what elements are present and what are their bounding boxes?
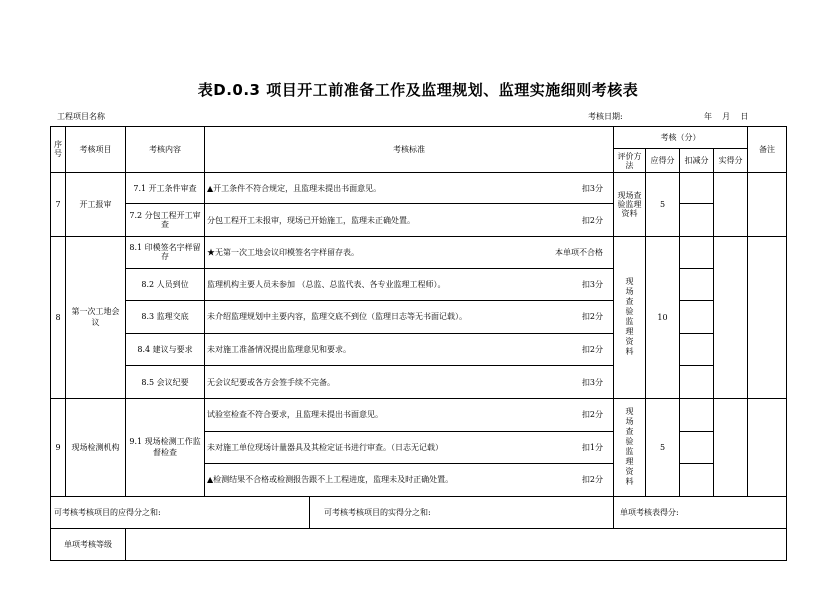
section-method: 现场查验监理资料 <box>614 237 646 399</box>
row-standard <box>205 301 614 334</box>
row-content: 9.1 现场检测工作监督检查 <box>126 398 205 496</box>
standard-text: 未对施工准备情况提出监理意见和要求。 <box>207 345 351 355</box>
row-content: 8.4 建议与要求 <box>126 333 205 366</box>
deduct-cell[interactable] <box>680 333 714 366</box>
standard-text: 分包工程开工未报审，现场已开始施工，监理未正确处置。 <box>207 215 415 225</box>
deduction: 扣1分 <box>581 442 603 452</box>
standard-text: 监理机构主要人员未参加 （总监、总监代表、各专业监理工程师）。 <box>207 279 446 289</box>
section-points: 5 <box>646 398 680 496</box>
deduction: 扣3分 <box>581 377 603 387</box>
section-seq: 9 <box>51 398 66 496</box>
header-content: 考核内容 <box>126 127 205 173</box>
section-seq: 7 <box>51 172 66 236</box>
header-deduct: 扣减分 <box>680 149 714 172</box>
section-method: 现场查验监理资料 <box>614 398 646 496</box>
standard-text: ★无第一次工地会议印模签名字样留存表。 <box>207 247 359 257</box>
header-review: 考核（分） <box>614 127 748 149</box>
deduction: 扣2分 <box>581 215 603 225</box>
remark-cell[interactable] <box>748 398 787 496</box>
actual-cell[interactable] <box>714 398 748 496</box>
deduct-cell[interactable] <box>680 464 714 497</box>
row-content: 8.1 印模签名字样留存 <box>126 237 205 269</box>
row-content: 7.2 分包工程开工审查 <box>126 204 205 237</box>
footer-sums <box>51 496 614 529</box>
section-points: 10 <box>646 237 680 399</box>
actual-cell[interactable] <box>714 172 748 236</box>
row-standard <box>205 398 614 431</box>
deduction: 扣2分 <box>581 475 603 485</box>
row-content: 8.5 会议纪要 <box>126 366 205 399</box>
deduction: 扣2分 <box>581 312 603 322</box>
deduct-cell[interactable] <box>680 301 714 334</box>
standard-text: 未对施工单位现场计量器具及其检定证书进行审查。（日志无记载） <box>207 442 443 452</box>
date-units: 年 月 日 <box>704 112 749 121</box>
deduct-cell[interactable] <box>680 268 714 301</box>
remark-cell[interactable] <box>748 172 787 236</box>
header-method: 评价方法 <box>614 149 646 172</box>
grade-label: 单项考核等级 <box>51 529 126 561</box>
standard-text: 无会议纪要或各方会签手续不完备。 <box>207 377 335 387</box>
deduction: 扣2分 <box>581 410 603 420</box>
page-title: 表D.0.3 项目开工前准备工作及监理规划、监理实施细则考核表 <box>197 81 639 99</box>
deduct-cell[interactable] <box>680 237 714 269</box>
row-standard <box>205 172 614 204</box>
section-method: 现场查验监理资料 <box>614 172 646 236</box>
row-standard <box>205 333 614 366</box>
section-item: 第一次工地会议 <box>66 237 126 399</box>
deduct-cell[interactable] <box>680 398 714 431</box>
header-seq: 序号 <box>51 127 66 173</box>
row-content: 8.3 监理交底 <box>126 301 205 334</box>
row-standard <box>205 237 614 269</box>
header-remark: 备注 <box>748 127 787 173</box>
actual-cell[interactable] <box>714 237 748 399</box>
row-standard <box>205 268 614 301</box>
deduct-cell[interactable] <box>680 431 714 464</box>
deduction: 扣2分 <box>581 345 603 355</box>
header-actual: 实得分 <box>714 149 748 172</box>
section-seq: 8 <box>51 237 66 399</box>
project-name-label: 工程项目名称 <box>57 112 105 121</box>
standard-text: ▲检测结果不合格或检测报告跟不上工程进度，监理未及时正确处置。 <box>207 475 454 485</box>
standard-text: 未介绍监理规划中主要内容，监理交底不到位（监理日志等无书面记载）。 <box>207 312 467 322</box>
row-standard <box>205 366 614 399</box>
grade-value[interactable] <box>126 529 787 561</box>
section-points: 5 <box>646 172 680 236</box>
row-standard <box>205 464 614 497</box>
section-item: 现场检测机构 <box>66 398 126 496</box>
header-item: 考核项目 <box>66 127 126 173</box>
section-item: 开工报审 <box>66 172 126 236</box>
single-score-label: 单项考核表得分: <box>614 496 787 529</box>
row-standard <box>205 431 614 464</box>
assessment-table <box>50 126 787 561</box>
remark-cell[interactable] <box>748 237 787 399</box>
deduction: 本单项不合格 <box>555 247 603 257</box>
header-standard: 考核标准 <box>205 127 614 173</box>
actual-sum-label: 可考核考核项目的实得分之和: <box>324 508 431 518</box>
row-standard <box>205 204 614 237</box>
deduct-cell[interactable] <box>680 366 714 399</box>
standard-text: ▲开工条件不符合规定，且监理未提出书面意见。 <box>207 183 382 193</box>
header-due: 应得分 <box>646 149 680 172</box>
due-sum-label: 可考核考核项目的应得分之和: <box>51 497 310 529</box>
row-content: 8.2 人员到位 <box>126 268 205 301</box>
deduction: 扣3分 <box>581 183 603 193</box>
row-content: 7.1 开工条件审查 <box>126 172 205 204</box>
deduct-cell[interactable] <box>680 204 714 237</box>
standard-text: 试验室检查不符合要求，且监理未提出书面意见。 <box>207 410 383 420</box>
review-date-label: 考核日期: <box>588 112 623 121</box>
deduction: 扣3分 <box>581 279 603 289</box>
deduct-cell[interactable] <box>680 172 714 204</box>
